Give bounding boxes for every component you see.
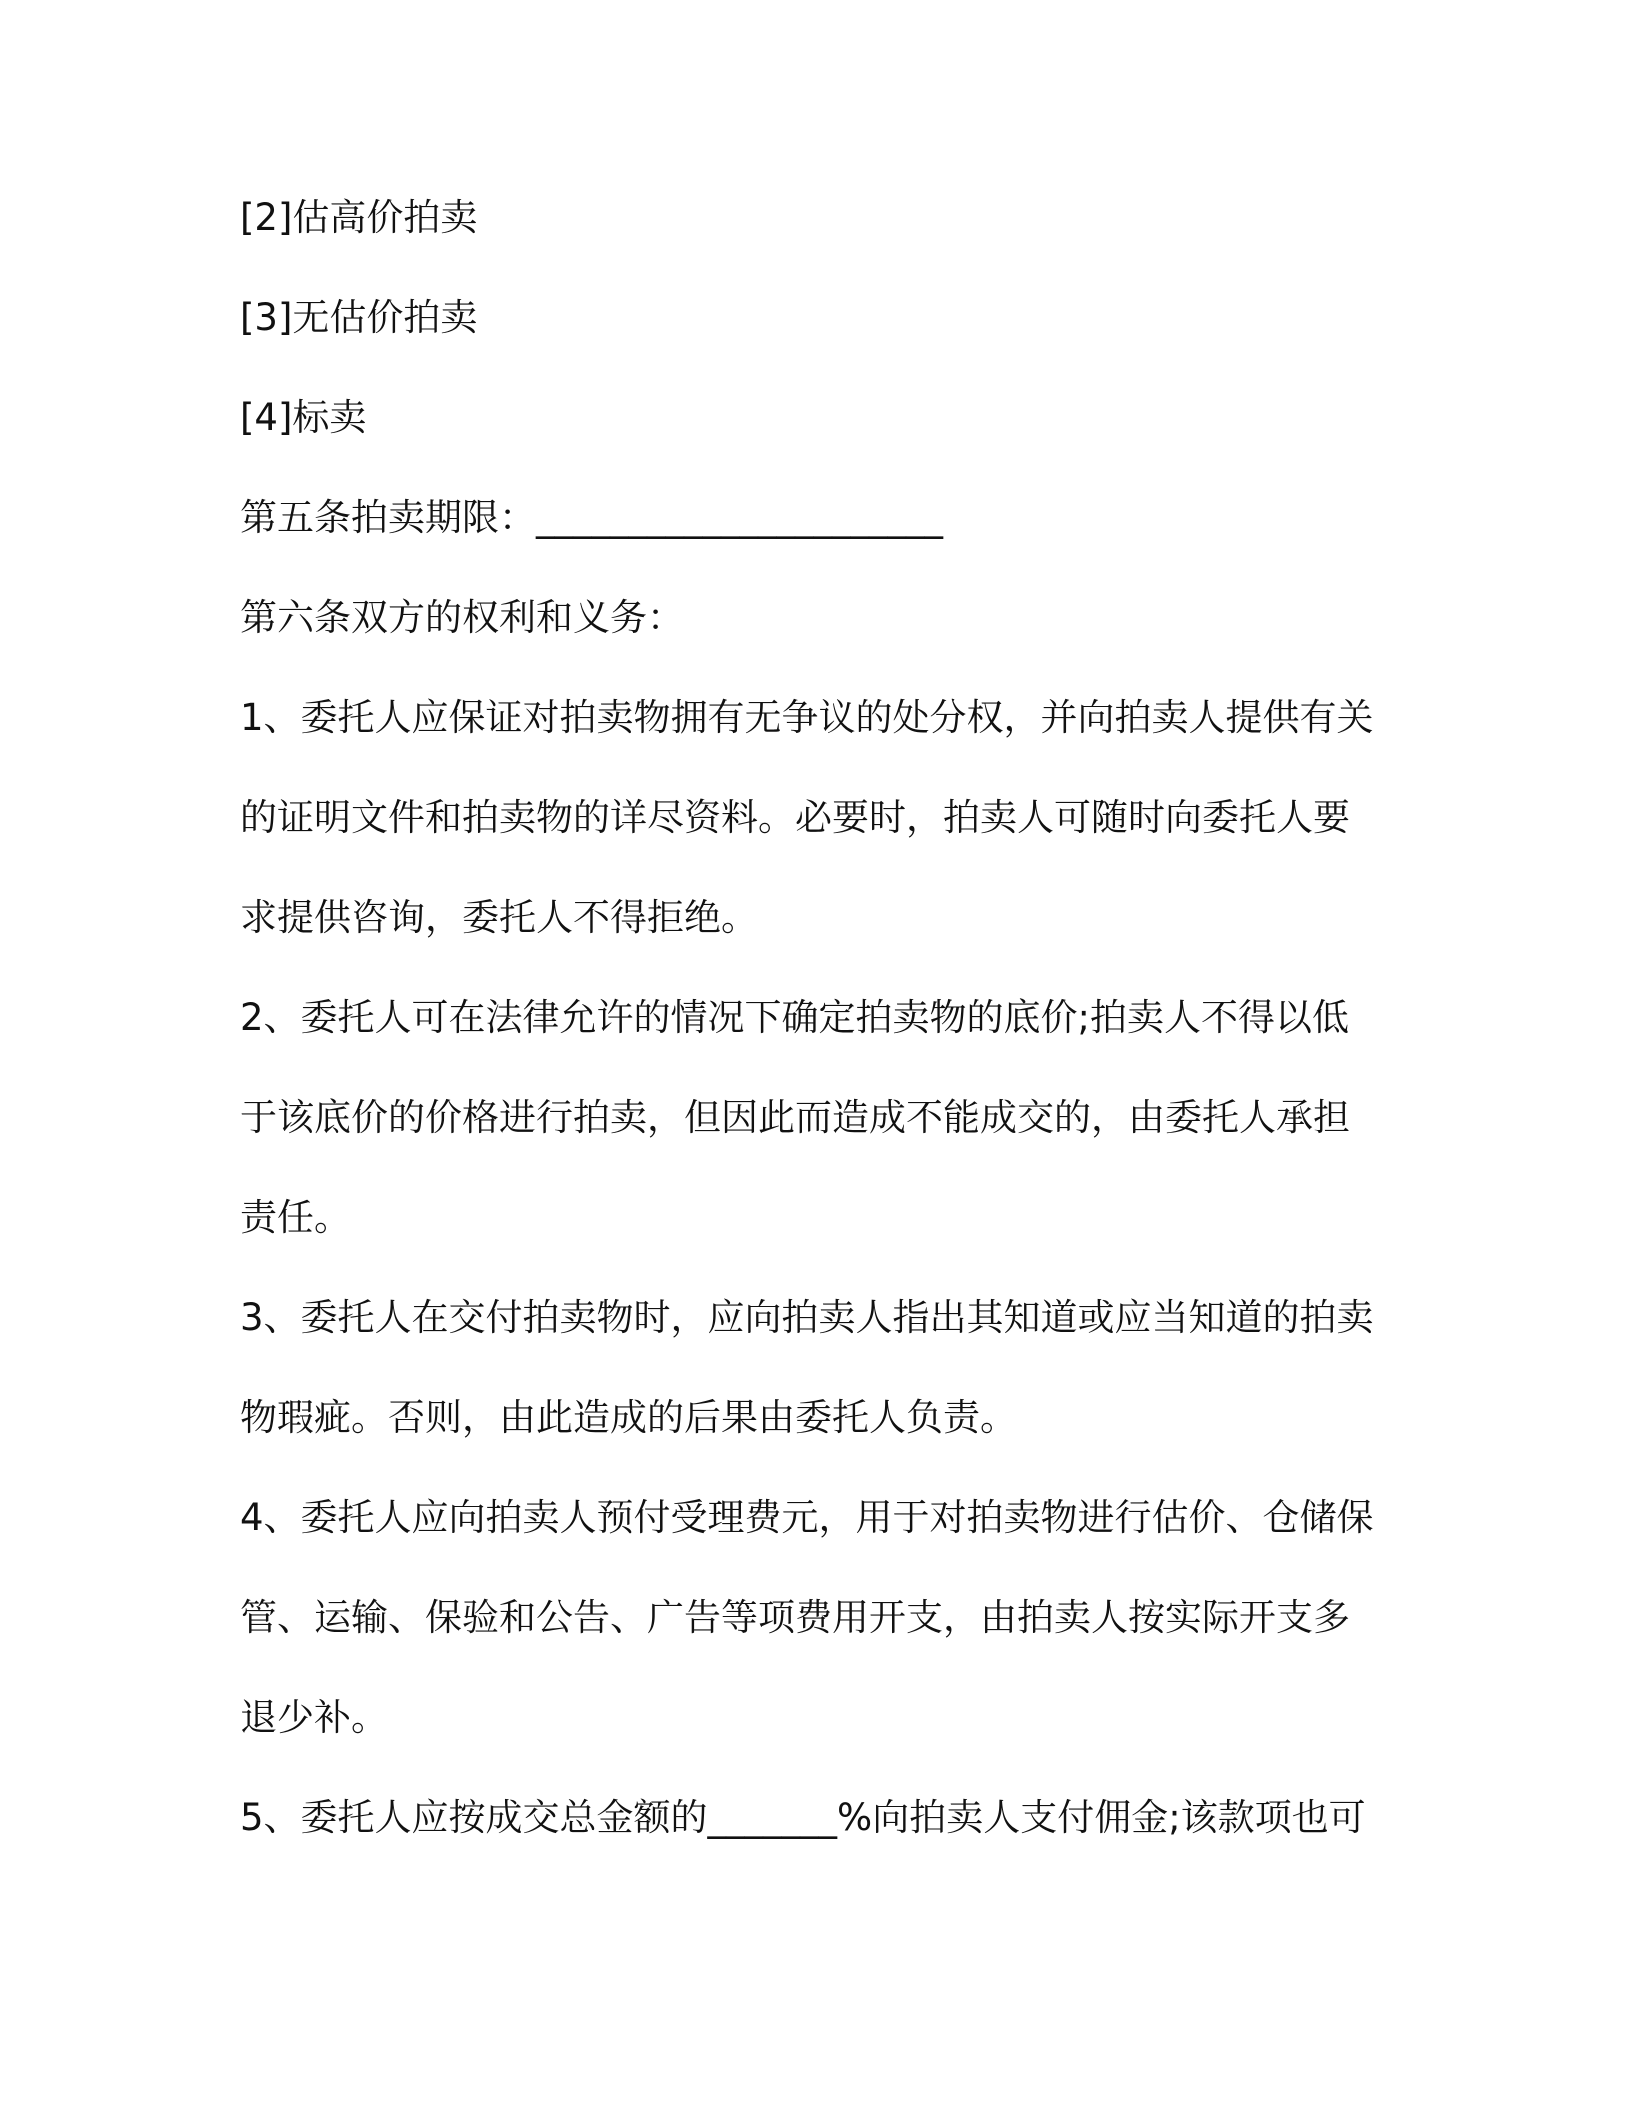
clause-3-line-1: 3、委托人在交付拍卖物时，应向拍卖人指出其知道或应当知道的拍卖 — [240, 1296, 1374, 1339]
clause-2-line-3: 责任。 — [240, 1196, 351, 1239]
item-4-tender-sale: [4]标卖 — [240, 396, 367, 439]
clause-4-line-1: 4、委托人应向拍卖人预付受理费元，用于对拍卖物进行估价、仓储保 — [240, 1496, 1374, 1539]
clause-1-line-3: 求提供咨询，委托人不得拒绝。 — [240, 896, 758, 939]
clause-1-line-1: 1、委托人应保证对拍卖物拥有无争议的处分权，并向拍卖人提供有关 — [240, 696, 1374, 739]
clause-4-line-2: 管、运输、保验和公告、广告等项费用开支，由拍卖人按实际开支多 — [240, 1596, 1350, 1639]
article-6-rights-and-obligations: 第六条双方的权利和义务： — [240, 596, 684, 639]
item-3-no-estimate-auction: [3]无估价拍卖 — [240, 296, 478, 339]
article-5-auction-period: 第五条拍卖期限：______________________ — [240, 496, 943, 539]
clause-1-line-2: 的证明文件和拍卖物的详尽资料。必要时，拍卖人可随时向委托人要 — [240, 796, 1350, 839]
clause-2-line-2: 于该底价的价格进行拍卖，但因此而造成不能成交的，由委托人承担 — [240, 1096, 1350, 1139]
clause-2-line-1: 2、委托人可在法律允许的情况下确定拍卖物的底价;拍卖人不得以低 — [240, 996, 1350, 1039]
clause-5-line-1: 5、委托人应按成交总金额的_______%向拍卖人支付佣金;该款项也可 — [240, 1796, 1366, 1839]
item-2-estimated-high-price-auction: [2]估高价拍卖 — [240, 196, 478, 239]
clause-3-line-2: 物瑕疵。否则，由此造成的后果由委托人负责。 — [240, 1396, 1017, 1439]
clause-4-line-3: 退少补。 — [240, 1696, 388, 1739]
